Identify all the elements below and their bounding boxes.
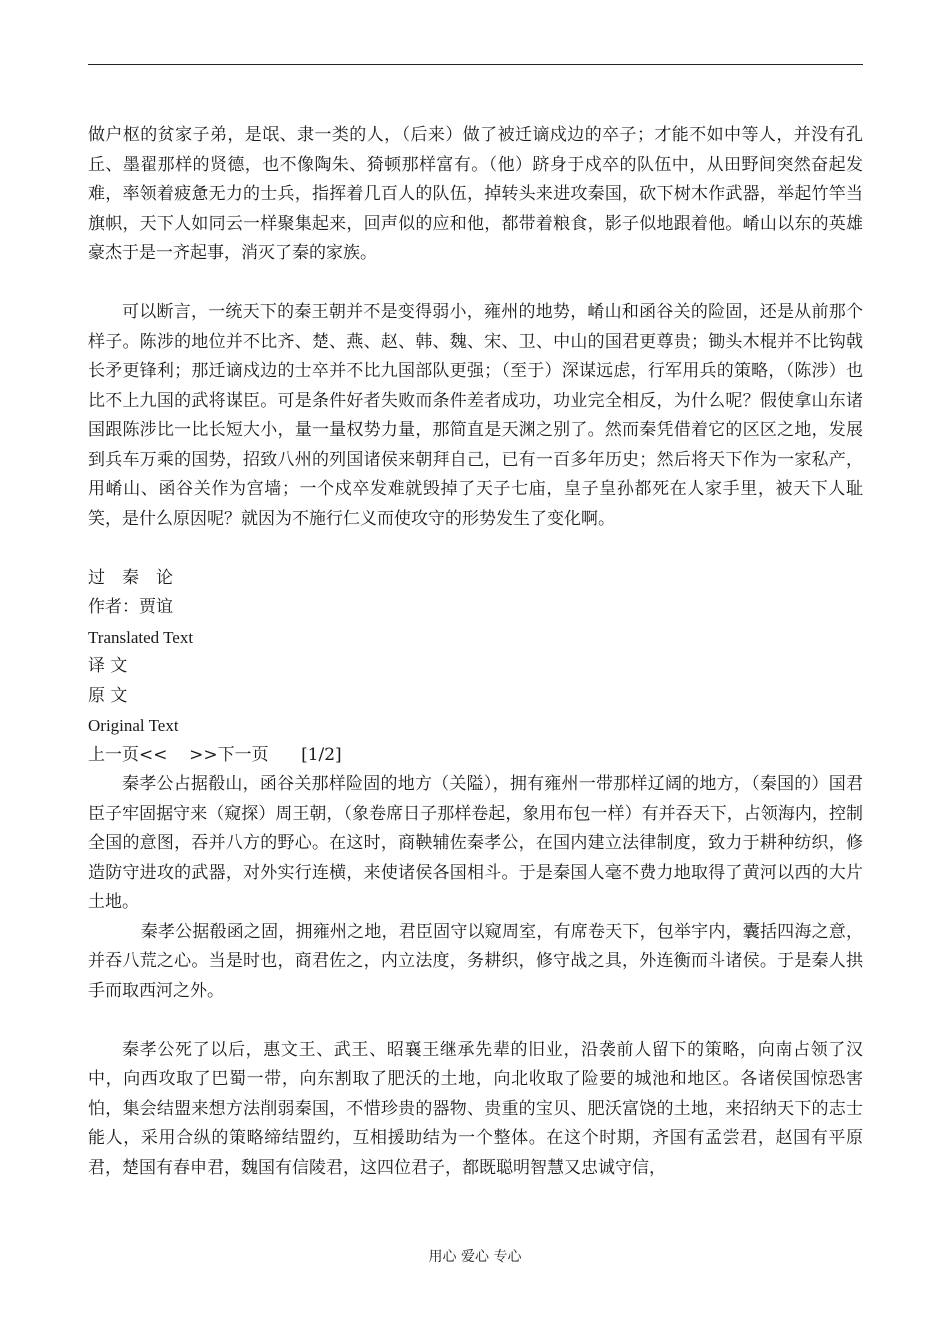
paragraph-original-1: 秦孝公据殽函之固，拥雍州之地，君臣固守以窥周室，有席卷天下，包举宇内，囊括四海之意，并吞八荒之心。当是时也，商君佐之，内立法度，务耕织，修守战之具，外连衡而斗诸侯。于是秦人拱手而取西河之外。 xyxy=(88,921,863,1001)
page-indicator: [1/2] xyxy=(301,744,342,765)
next-page-link[interactable]: >>下一页 xyxy=(189,744,269,765)
header-rule xyxy=(88,64,863,65)
paragraph-gap xyxy=(88,534,863,564)
paragraph-conclusion: 可以断言，一统天下的秦王朝并不是变得弱小，雍州的地势，崤山和函谷关的险固，还是从前那个样子。陈涉的地位并不比齐、楚、燕、赵、韩、魏、宋、卫、中山的国君更尊贵；锄头木棍并不比钩戟长矛更锋利；那迁谪戍边的士卒并不比九国部队更强；（至于）深谋远虑，行军用兵的策略，（陈涉）也比不上九国的武将谋臣。可是条件好者失败而条件差者成功，功业完全相反，为什么呢？假使拿山东诸国跟陈涉比一比长短大小，量一量权势力量，那简直是天渊之别了。然而秦凭借着它的区区之地，发展到兵车万乘的国势，招致八州的列国诸侯来朝拜自己，已有一百多年历史；然后将天下作为一家私产，用崤山、函谷关作为宫墙；一个戍卒发难就毁掉了天子七庙，皇子皇孙都死在人家手里，被天下人耻笑，是什么原因呢？就因为不施行仁义而使攻守的形势发生了变化啊。 xyxy=(88,302,863,529)
paragraph-gap xyxy=(88,1006,863,1036)
page-navigation xyxy=(88,741,863,771)
paragraph-translation-2: 秦孝公死了以后，惠文王、武王、昭襄王继承先辈的旧业，沿袭前人留下的策略，向南占领了汉中，向西攻取了巴蜀一带，向东割取了肥沃的土地，向北收取了险要的城池和地区。各诸侯国惊恐害怕，集会结盟来想方法削弱秦国，不惜珍贵的器物、贵重的宝贝、肥沃富饶的土地，来招纳天下的志士能人，采用合纵的策略缔结盟约，互相援助结为一个整体。在这个时期，齐国有孟尝君，赵国有平原君，楚国有春申君，魏国有信陵君，这四位君子，都既聪明智慧又忠诚守信， xyxy=(88,1039,863,1178)
prev-page-link[interactable]: 上一页<< xyxy=(88,744,168,765)
original-text-label[interactable]: 原 文 xyxy=(88,685,128,706)
page-footer: 用心 爱心 专心 xyxy=(428,1249,522,1265)
document-body xyxy=(88,121,863,1183)
translated-text-label[interactable]: 译 文 xyxy=(88,656,128,676)
translated-text-link[interactable]: Translated Text xyxy=(88,627,194,647)
paragraph-translation-1: 秦孝公占据殽山，函谷关那样险固的地方（关隘），拥有雍州一带那样辽阔的地方，（秦国的）国君臣子牢固据守来（窥探）周王朝，（象卷席日子那样卷起，象用布包一样）有并吞天下，占领海内，控制全国的意图，吞并八方的野心。在这时，商鞅辅佐秦孝公，在国内建立法律制度，致力于耕种纺织，修造防守进攻的武器，对外实行连横，来使诸侯各国相斗。于是秦国人毫不费力地取得了黄河以西的大片土地。 xyxy=(88,774,863,912)
author-line: 作者：贾谊 xyxy=(88,597,173,617)
essay-title: 过 秦 论 xyxy=(88,567,173,588)
paragraph-gap xyxy=(88,269,863,299)
original-text-link[interactable]: Original Text xyxy=(88,716,179,735)
paragraph-chen-she: 做户枢的贫家子弟，是氓、隶一类的人，（后来）做了被迁谪戍边的卒子；才能不如中等人，并没有孔丘、墨翟那样的贤德，也不像陶朱、猗顿那样富有。（他）跻身于戍卒的队伍中，从田野间突然奋起发难，率领着疲惫无力的士兵，指挥着几百人的队伍，掉转头来进攻秦国，砍下树木作武器，举起竹竿当旗帜，天下人如同云一样聚集起来，回声似的应和他，都带着粮食，影子似地跟着他。崤山以东的英雄豪杰于是一齐起事，消灭了秦的家族。 xyxy=(88,125,863,263)
